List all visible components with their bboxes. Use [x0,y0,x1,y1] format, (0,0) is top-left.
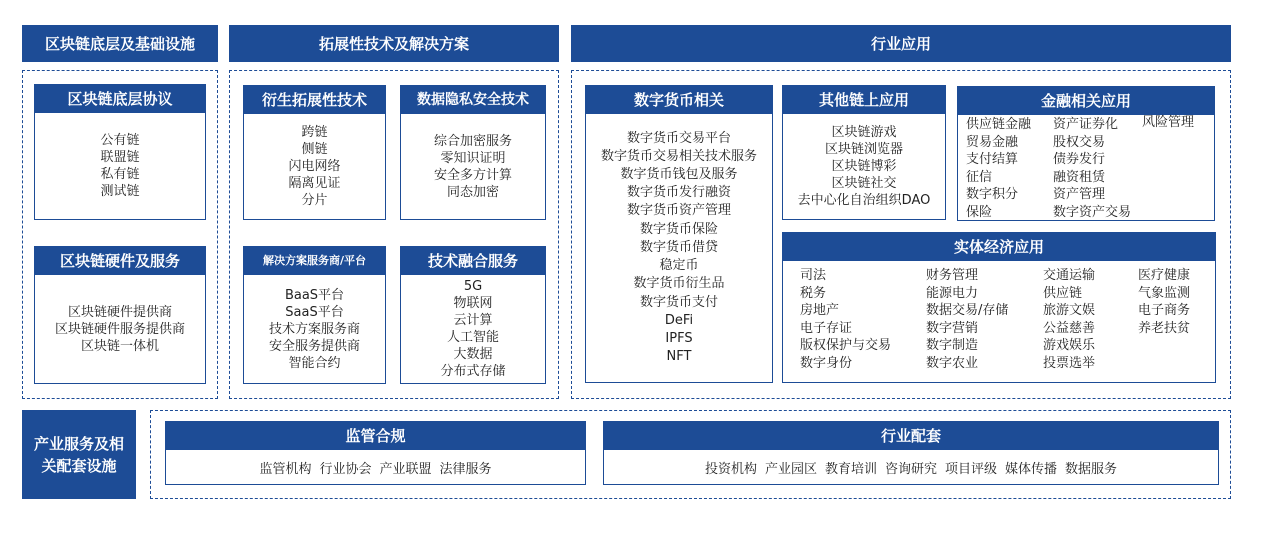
list-item: SaaS平台 [285,304,344,320]
list-item: 税务 [800,285,827,301]
list-item: 测试链 [100,184,140,199]
derivative-header: 衍生拓展性技术 [243,85,386,113]
list-item: 大数据 [453,347,493,362]
fusion-header: 技术融合服务 [400,246,546,274]
list-item: 游戏娱乐 [1043,338,1096,353]
regulation-header: 监管合规 [165,421,586,449]
list-item: 投资机构 [704,461,757,477]
finance-header: 金融相关应用 [957,86,1215,114]
list-item: 媒体传播 [1005,461,1058,477]
real-economy-header: 实体经济应用 [782,232,1216,260]
list-item: 云计算 [453,313,493,328]
list-item: 贸易金融 [966,134,1019,150]
list-item: 数字货币借贷 [639,239,718,255]
list-item: 人工智能 [446,330,499,345]
hardware-header: 区块链硬件及服务 [34,246,206,274]
list-item: 数字制造 [926,338,979,353]
list-item: 财务管理 [926,268,979,283]
list-item: 同态加密 [446,184,499,200]
list-item: 隔离见证 [288,176,341,191]
fusion-list [400,274,546,384]
list-item: 医疗健康 [1138,268,1191,283]
list-item: 产业联盟 [379,461,432,477]
real-economy-list [782,260,1216,383]
list-item: 数字货币发行融资 [626,185,731,201]
finance-column-1 [966,116,1031,221]
list-item: 资产证券化 [1053,117,1119,132]
list-item: 公有链 [100,133,140,148]
list-item: 安全服务提供商 [268,338,360,354]
list-item: 区块链博彩 [831,159,897,174]
list-item: 分片 [301,193,328,208]
list-item: 行业协会 [319,461,372,477]
list-item: 支付结算 [966,152,1019,167]
list-item: 稳定币 [659,258,699,274]
list-item: 综合加密服务 [433,133,512,149]
list-item: 数字积分 [966,187,1019,202]
list-item: 数字货币衍生品 [633,276,725,292]
real-economy-column-3 [1043,267,1095,372]
list-item: 投票选举 [1043,355,1096,371]
list-item: 咨询研究 [884,461,937,477]
real-economy-column-1 [800,267,891,372]
list-item: 去中心化自治组织DAO [797,193,931,208]
list-item: 项目评级 [945,461,998,477]
list-item: 股权交易 [1053,134,1106,150]
list-item: 融资租赁 [1053,169,1106,185]
tech-section-header: 拓展性技术及解决方案 [229,25,559,62]
list-item: 区块链游戏 [831,125,897,140]
list-item: 数字货币交易相关技术服务 [600,148,757,164]
other-chain-header: 其他链上应用 [782,85,946,113]
list-item: 零知识证明 [440,150,506,166]
list-item: 风险管理 [1142,115,1195,130]
list-item: 数据服务 [1065,461,1118,477]
list-item: 数字货币资产管理 [626,203,731,219]
list-item: 跨链 [301,125,328,140]
real-economy-column-4 [1138,267,1190,337]
list-item: 供应链金融 [966,117,1032,132]
list-item: 养老扶贫 [1138,320,1191,336]
list-item: 数字农业 [926,355,979,371]
regulation-list [165,449,586,485]
list-item: 公益慈善 [1043,320,1096,336]
list-item: 供应链 [1043,285,1083,301]
privacy-header: 数据隐私安全技术 [400,85,546,113]
other-chain-list [782,113,946,220]
privacy-list [400,113,546,220]
list-item: 产业园区 [764,461,817,477]
hardware-list [34,274,206,384]
list-item: 联盟链 [100,150,140,165]
infra-section-header: 区块链底层及基础设施 [22,25,218,62]
list-item: 版权保护与交易 [800,338,892,353]
finance-column-3 [1142,114,1194,132]
list-item: 旅游文娱 [1043,303,1096,318]
protocol-header: 区块链底层协议 [34,84,206,112]
list-item: 债券发行 [1053,152,1106,167]
list-item: 区块链硬件服务提供商 [54,321,185,337]
list-item: 数字货币支付 [639,294,718,310]
list-item: 房地产 [800,303,840,318]
list-item: IPFS [665,330,693,346]
list-item: 区块链浏览器 [824,142,903,157]
support-list [603,449,1219,485]
list-item: 安全多方计算 [433,167,512,183]
support-header: 行业配套 [603,421,1219,449]
finance-list [957,114,1215,221]
list-item: 数字资产交易 [1053,204,1132,220]
derivative-list [243,113,386,220]
list-item: 司法 [800,268,827,283]
list-item: DeFi [664,312,694,328]
list-item: 电子存证 [800,320,853,336]
digital-currency-list [585,113,773,383]
list-item: 数字货币交易平台 [626,130,731,146]
list-item: 数字货币保险 [639,221,718,237]
list-item: 闪电网络 [288,159,341,174]
services-label: 产业服务及相关配套设施 [22,410,136,499]
list-item: 法律服务 [439,461,492,477]
list-item: 数字身份 [800,355,853,371]
list-item: 交通运输 [1043,268,1096,283]
list-item: 资产管理 [1053,187,1106,202]
list-item: 5G [463,279,483,294]
list-item: 物联网 [453,296,493,311]
list-item: 智能合约 [288,355,341,371]
list-item: 数字营销 [926,320,979,336]
list-item: 电子商务 [1138,303,1191,318]
list-item: 侧链 [301,142,328,157]
list-item: 征信 [966,169,993,185]
finance-column-2 [1053,116,1131,221]
list-item: 能源电力 [926,285,979,301]
list-item: 数字货币钱包及服务 [620,167,738,183]
solution-header: 解决方案服务商/平台 [243,246,386,274]
list-item: 气象监测 [1138,285,1191,301]
list-item: 数据交易/存储 [926,303,1009,318]
real-economy-column-2 [926,267,1008,372]
list-item: 区块链一体机 [80,338,159,354]
list-item: BaaS平台 [284,287,345,303]
list-item: NFT [666,349,692,365]
list-item: 监管机构 [259,461,312,477]
list-item: 区块链硬件提供商 [67,304,172,320]
list-item: 技术方案服务商 [268,321,360,337]
solution-list [243,274,386,384]
list-item: 教育培训 [824,461,877,477]
list-item: 私有链 [100,167,140,182]
list-item: 分布式存储 [440,364,506,379]
industry-section-header: 行业应用 [571,25,1231,62]
list-item: 区块链社交 [831,176,897,191]
list-item: 保险 [966,204,993,220]
protocol-list [34,112,206,220]
digital-currency-header: 数字货币相关 [585,85,773,113]
